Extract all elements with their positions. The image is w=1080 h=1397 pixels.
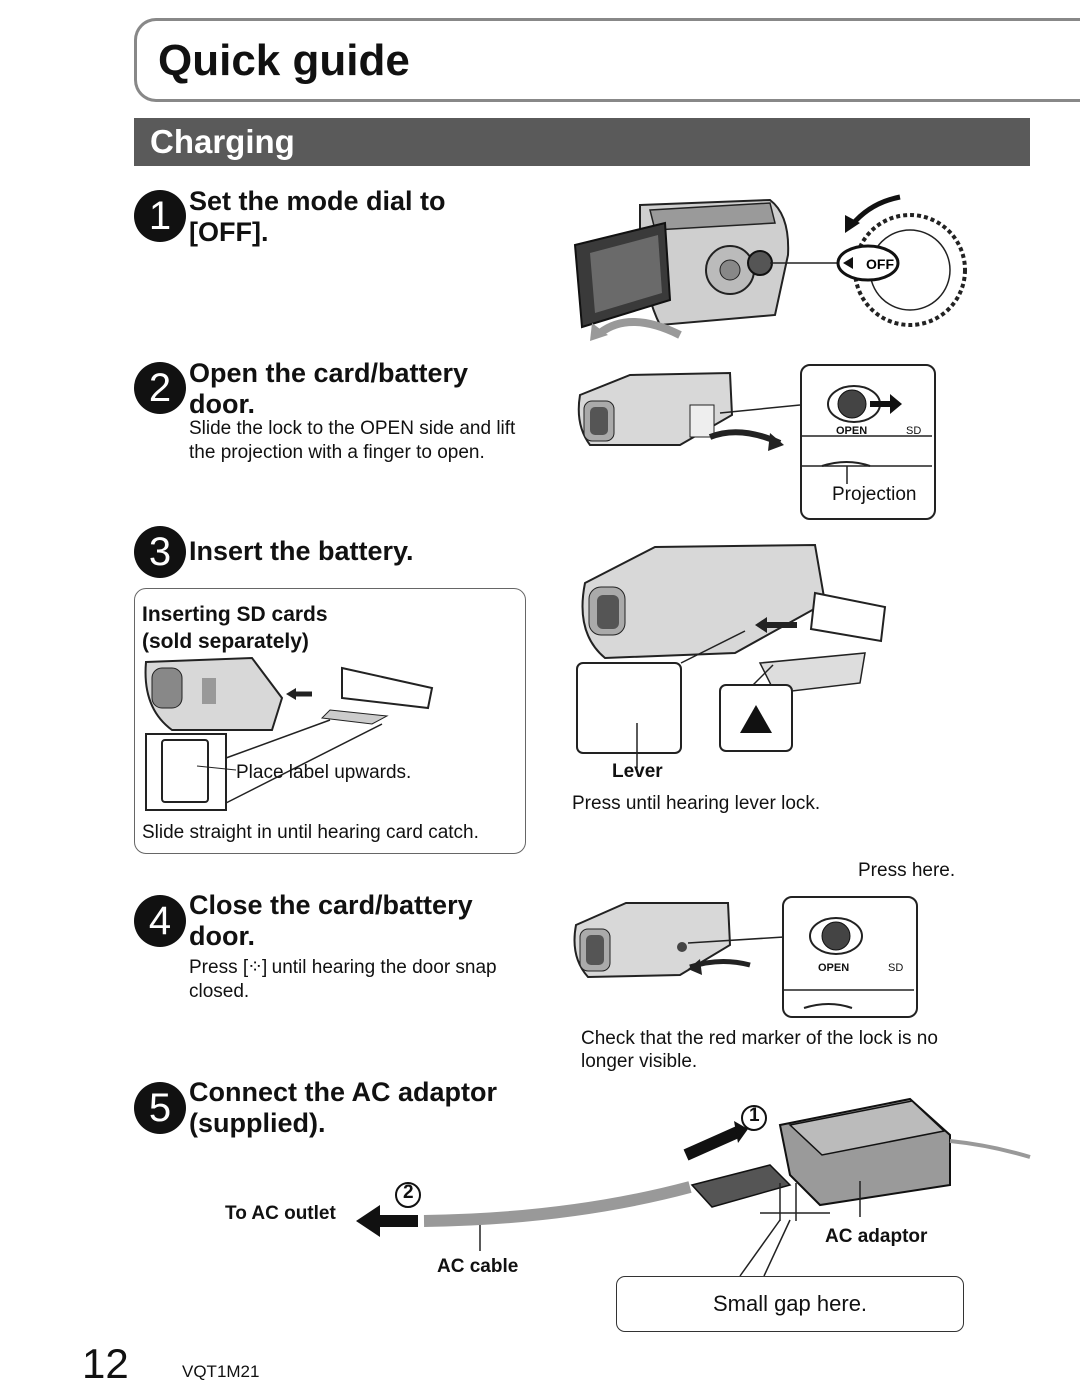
sd-label-2: SD	[888, 962, 904, 974]
sd-slide-note: Slide straight in until hearing card catch.	[142, 822, 479, 843]
step-2-title: Open the card/battery door.	[189, 358, 469, 419]
sd-label: SD	[906, 425, 922, 437]
ac-cable-label: AC cable	[437, 1256, 519, 1277]
step-2-number: 2	[134, 362, 186, 414]
check-marker-caption: Check that the red marker of the lock is no longer visible.	[581, 1028, 938, 1072]
step-3-title: Insert the battery.	[189, 536, 414, 566]
step-4-description-text: until hearing the door snap closed.	[189, 957, 497, 1002]
press-lever-caption: Press until hearing lever lock.	[572, 793, 821, 814]
battery-insertion-illustration	[575, 543, 905, 758]
projection-detail-box	[800, 364, 936, 520]
doc-code: VQT1M21	[182, 1362, 260, 1381]
marker-1-label: 1	[749, 1105, 760, 1126]
press-here-label: Press here.	[858, 860, 956, 881]
ac-adaptor-label: AC adaptor	[825, 1226, 928, 1247]
step-5-number: 5	[134, 1082, 186, 1134]
camcorder-mode-dial-illustration	[570, 185, 970, 345]
page-number: 12	[82, 1340, 129, 1387]
sd-label-note: Place label upwards.	[236, 762, 412, 783]
ac-adaptor-illustration	[350, 1085, 1040, 1255]
section-title: Charging	[150, 123, 295, 160]
projection-label: Projection	[832, 484, 917, 505]
step-4-title: Close the card/battery door.	[189, 890, 473, 951]
off-label: OFF	[866, 256, 894, 272]
card-door-close-illustration	[570, 897, 790, 989]
step-2-description: Slide the lock to the OPEN side and lift the projection with a finger to open.	[189, 418, 516, 463]
to-ac-outlet-label: To AC outlet	[225, 1203, 336, 1224]
gap-pointer-lines	[740, 1220, 800, 1280]
step-1-number: 1	[134, 190, 186, 242]
open-label-2: OPEN	[818, 962, 850, 974]
sd-box-title	[142, 601, 328, 655]
open-label: OPEN	[836, 425, 868, 437]
page-title: Quick guide	[158, 36, 410, 85]
marker-2-label: 2	[403, 1182, 414, 1203]
step-3-number: 3	[134, 526, 186, 578]
sd-card-insertion-illustration	[142, 658, 442, 818]
lever-label: Lever	[612, 761, 663, 782]
step-5-title: Connect the AC adaptor (supplied).	[189, 1077, 498, 1138]
press-dots-icon: [⁘]	[242, 957, 267, 978]
step-4-description	[189, 956, 509, 1004]
step-1-title: Set the mode dial to [OFF].	[189, 186, 446, 247]
lock-detail-box	[782, 896, 918, 1018]
small-gap-callout: Small gap here.	[616, 1276, 964, 1332]
sd-box-title-line1: Inserting SD cards	[142, 603, 328, 626]
step-4-number: 4	[134, 895, 186, 947]
step-4-press-word: Press	[189, 957, 238, 978]
card-door-open-illustration	[570, 365, 810, 465]
sd-box-title-line2: (sold separately)	[142, 630, 309, 653]
